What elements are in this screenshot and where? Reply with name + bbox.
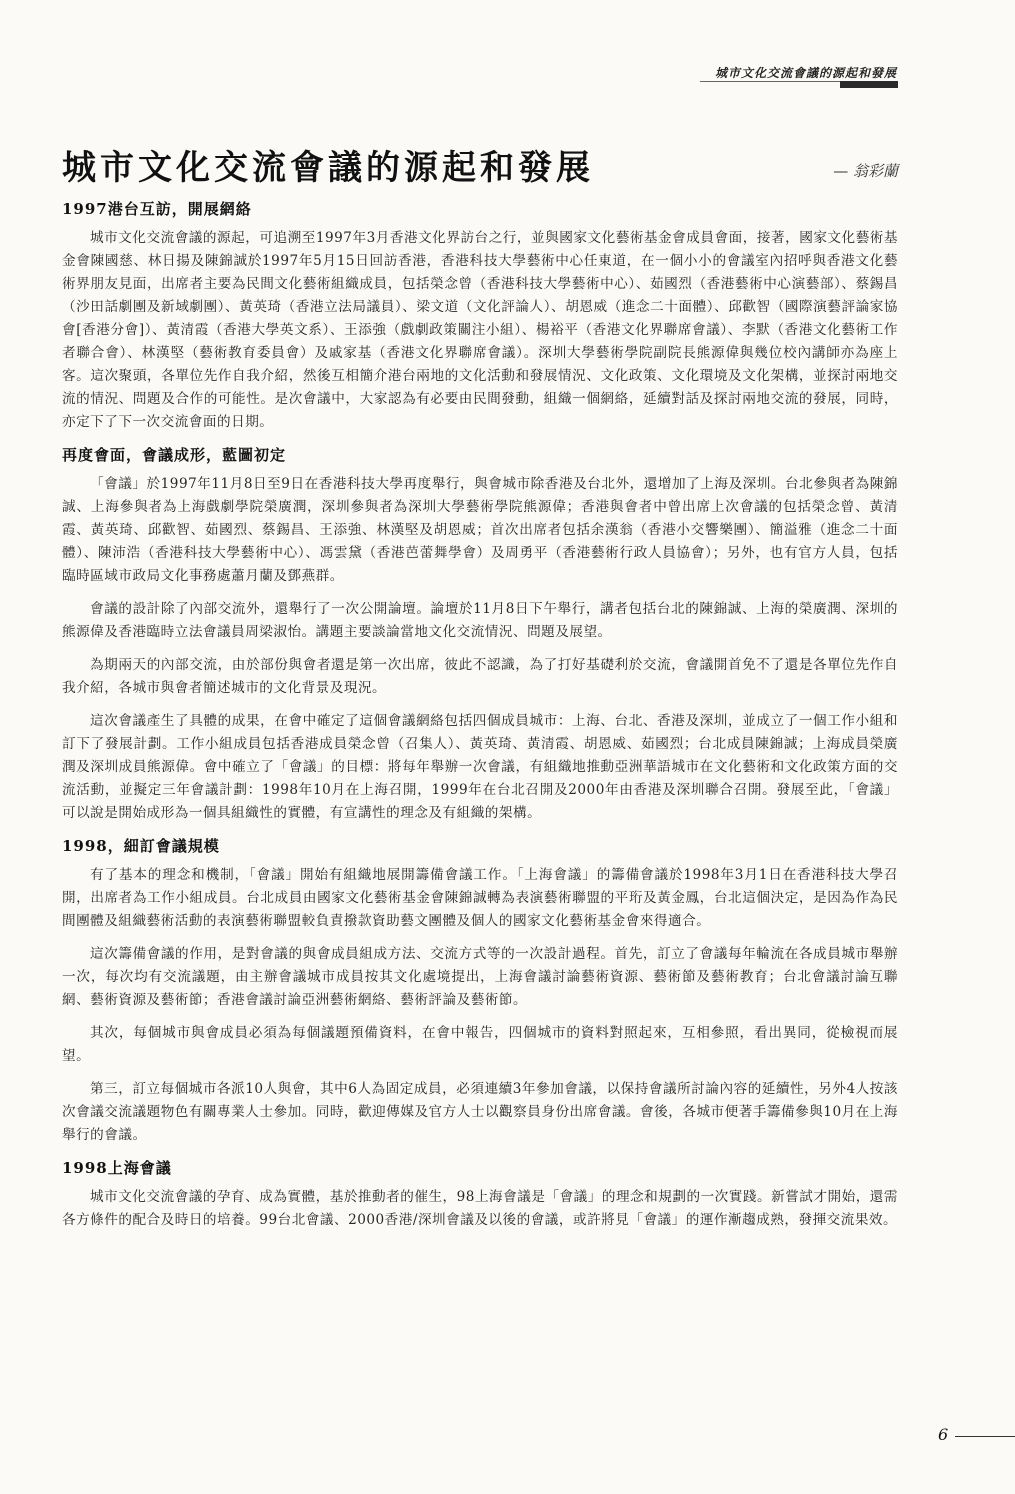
paragraph: 這次會議產生了具體的成果，在會中確定了這個會議網絡包括四個成員城市：上海、台北、香港及深圳，並成立了一個工作小組和訂下了發展計劃。工作小組成員包括香港成員榮念曾（召集人）、黃英琦、黃清霞、胡恩威、茹國烈；台北成員陳錦誠；上海成員榮廣潤及深圳成員熊源偉。會中確立了「會議」的目標：將每年舉辦一次會議，有組織地推動亞洲華語城市在文化藝術和文化政策方面的交流活動，並擬定三年會議計劃：1998年10月在上海召開，1999年在台北召開及2000年由香港及深圳聯合召開。發展至此，「會議」可以說是開始成形為一個具組織性的實體，有宣講性的理念及有組織的架構。 <box>62 713 898 821</box>
section-heading: 再度會面，會議成形，藍圖初定 <box>62 446 287 464</box>
paragraph: 會議的設計除了內部交流外，還舉行了一次公開論壇。論壇於11月8日下午舉行，講者包括台北的陳錦誠、上海的榮廣潤、深圳的熊源偉及香港臨時立法會議員周梁淑怡。講題主要談論當地文化交流情況、問題及展望。 <box>62 601 898 640</box>
header-bar <box>840 81 898 88</box>
running-head: 城市文化交流會議的源起和發展 <box>714 66 897 80</box>
paragraph: 城市文化交流會議的孕育、成為實體，基於推動者的催生，98上海會議是「會議」的理念和規劃的一次實踐。新嘗試才開始，還需各方條件的配合及時日的培養。99台北會議、2000香港/深圳會議及以後的會議，或許將見「會議」的運作漸趨成熟，發揮交流果效。 <box>62 1189 898 1228</box>
page-number-rule <box>955 1436 1015 1437</box>
paragraph: 為期兩天的內部交流，由於部份與會者還是第一次出席，彼此不認識，為了打好基礎利於交流，會議開首免不了還是各單位先作自我介紹，各城市與會者簡述城市的文化背景及現況。 <box>62 657 898 696</box>
section-1997 <box>62 198 898 434</box>
header-rule <box>700 81 840 82</box>
author-byline: — 翁彩蘭 <box>833 162 898 180</box>
paragraph: 城市文化交流會議的源起，可追溯至1997年3月香港文化界訪台之行，並與國家文化藝術基金會成員會面，接著，國家文化藝術基金會陳國慈、林日揚及陳錦誠於1997年5月15日回訪香港，香港科技大學藝術中心任東道，在一個小小的會議室內招呼與香港文化藝術界朋友見面，出席者主要為民間文化藝術組織成員，包括榮念曾（香港科技大學藝術中心）、茹國烈（香港藝術中心演藝部）、蔡錫昌（沙田話劇團及新域劇團）、黃英琦（香港立法局議員）、梁文道（文化評論人）、胡恩威（進念二十面體）、邱歡智（國際演藝評論家協會[香港分會]）、黃清霞（香港大學英文系）、王添強（戲劇政策關注小組）、楊裕平（香港文化界聯席會議）、李默（香港文化藝術工作者聯合會）、林漢堅（藝術教育委員會）及戚家基（香港文化界聯席會議）。深圳大學藝術學院副院長熊源偉與幾位校內講師亦為座上客。這次聚頭，各單位先作自我介紹，然後互相簡介港台兩地的文化活動和發展情況、文化政策、文化環境及文化架構，並探討兩地交流的情況、問題及合作的可能性。是次會議中，大家認為有必要由民間發動，組織一個網絡，延續對話及探討兩地交流的發展，同時，亦定下了下一次交流會面的日期。 <box>62 230 898 430</box>
section-1998-shanghai <box>62 1157 898 1232</box>
section-second-meeting <box>62 444 898 825</box>
section-heading: 1998，細訂會議規模 <box>62 837 220 855</box>
section-heading: 1997港台互訪，開展網絡 <box>62 200 252 218</box>
page-title: 城市文化交流會議的源起和發展 <box>62 148 594 188</box>
section-1998-scale <box>62 835 898 1147</box>
paragraph: 「會議」於1997年11月8日至9日在香港科技大學再度舉行，與會城市除香港及台北外，還增加了上海及深圳。台北參與者為陳錦誠、上海參與者為上海戲劇學院榮廣潤，深圳參與者為深圳大學藝術學院熊源偉；香港與會者中曾出席上次會議的包括榮念曾、黃清霞、黃英琦、邱歡智、茹國烈、蔡錫昌、王添強、林漢堅及胡恩威；首次出席者包括余漢翁（香港小交響樂團）、簡溢雅（進念二十面體）、陳沛浩（香港科技大學藝術中心）、馮雲黛（香港芭蕾舞學會）及周勇平（香港藝術行政人員協會）；另外，也有官方人員，包括臨時區域市政局文化事務處蕭月蘭及鄧燕群。 <box>62 476 898 584</box>
paragraph: 這次籌備會議的作用，是對會議的與會成員組成方法、交流方式等的一次設計過程。首先，訂立了會議每年輪流在各成員城市舉辦一次，每次均有交流議題，由主辦會議城市成員按其文化處境提出，上海會議討論藝術資源、藝術節及藝術教育；台北會議討論互聯網、藝術資源及藝術節；香港會議討論亞洲藝術網絡、藝術評論及藝術節。 <box>62 946 898 1008</box>
article-body <box>62 198 898 1242</box>
paragraph: 其次，每個城市與會成員必須為每個議題預備資料，在會中報告，四個城市的資料對照起來，互相參照，看出異同，從檢視而展望。 <box>62 1025 898 1064</box>
page-number: 6 <box>938 1425 949 1444</box>
paragraph: 第三，訂立每個城市各派10人與會，其中6人為固定成員，必須連續3年參加會議，以保持會議所討論內容的延續性，另外4人按該次會議交流議題物色有關專業人士參加。同時，歡迎傳媒及官方人士以觀察員身份出席會議。會後，各城市便著手籌備參與10月在上海舉行的會議。 <box>62 1081 898 1143</box>
title-row <box>62 140 898 190</box>
section-heading: 1998上海會議 <box>62 1159 172 1177</box>
paragraph: 有了基本的理念和機制，「會議」開始有組織地展開籌備會議工作。「上海會議」的籌備會議於1998年3月1日在香港科技大學召開，出席者為工作小組成員。台北成員由國家文化藝術基金會陳錦誠轉為表演藝術聯盟的平珩及黃金鳳，台北這個決定，是因為作為民間團體及組織藝術活動的表演藝術聯盟較負責撥款資助藝文團體及個人的國家文化藝術基金會來得適合。 <box>62 867 898 929</box>
